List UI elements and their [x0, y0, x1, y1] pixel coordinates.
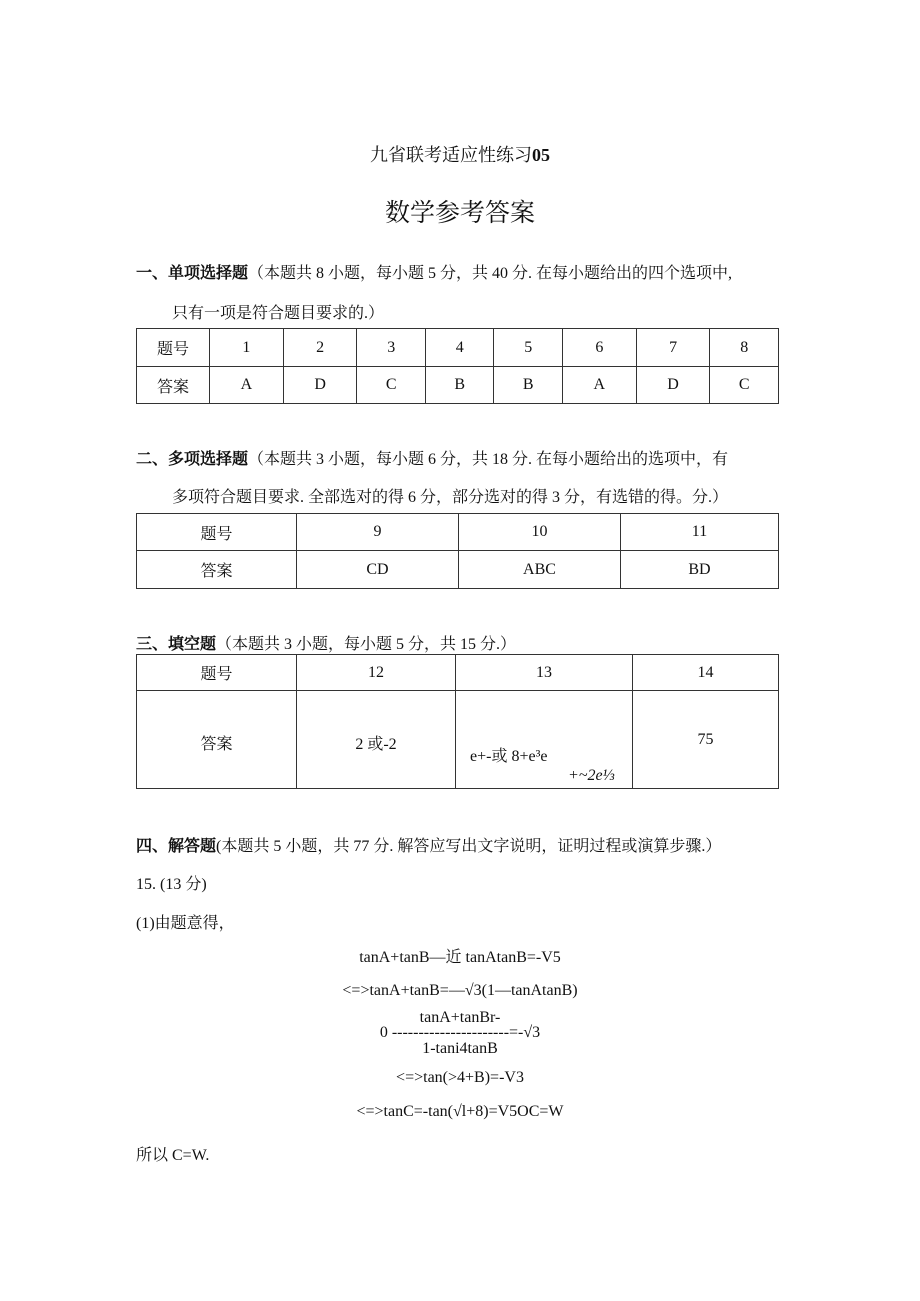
cell: D — [636, 367, 710, 404]
table-row — [137, 691, 779, 789]
cell: ABC — [459, 551, 621, 589]
cell: 3 — [357, 329, 426, 367]
cell: A — [562, 367, 636, 404]
equation-1: tanA+tanB—近 tanAtanB=-V5 — [359, 949, 561, 966]
cell: 4 — [425, 329, 494, 367]
cell: 2 或-2 — [297, 691, 456, 789]
header-cell: 答案 — [137, 367, 210, 404]
header-cell: 答案 — [137, 691, 297, 789]
cell: 13 — [456, 655, 633, 691]
table-row — [137, 655, 779, 691]
cell: B — [425, 367, 494, 404]
header-cell: 答案 — [137, 551, 297, 589]
table-row — [137, 514, 779, 551]
equation-5: <=>tanC=-tan(√l+8)=V5OC=W — [356, 1103, 564, 1120]
section1-desc: 只有一项是符合题目要求的.） — [172, 305, 385, 322]
answer13-line1: e+-或 8+e³e — [470, 748, 548, 765]
table-row — [137, 329, 779, 367]
cell: C — [357, 367, 426, 404]
conclusion: 所以 C=W. — [136, 1147, 210, 1164]
cell: CD — [297, 551, 459, 589]
cell: A — [210, 367, 284, 404]
section2-table — [136, 513, 779, 589]
section4-heading: 四、解答题(本题共 5 小题，共 77 分. 解答应写出文字说明，证明过程或演算步骤.） — [136, 838, 722, 855]
header-cell: 题号 — [137, 329, 210, 367]
section3-table — [136, 654, 779, 789]
doc-subtitle: 数学参考答案 — [384, 200, 535, 227]
cell: 10 — [459, 514, 621, 551]
cell — [456, 691, 633, 789]
question-15: 15. (13 分) — [136, 876, 207, 893]
answer13-line2: +~2e⅓ — [568, 767, 615, 784]
section2-desc: 多项符合题目要求. 全部选对的得 6 分，部分选对的得 3 分，有选错的得。分.） — [172, 489, 729, 506]
cell: 11 — [621, 514, 779, 551]
equation-3-fraction-line: 0 ----------------------=-√3 — [379, 1024, 541, 1041]
section2-heading: 二、多项选择题（本题共 3 小题，每小题 6 分，共 18 分. 在每小题给出的选项中，有 — [136, 451, 729, 468]
cell: BD — [621, 551, 779, 589]
section1-table — [136, 328, 779, 404]
cell: 9 — [297, 514, 459, 551]
doc-title: 九省联考适应性练习05 — [370, 145, 550, 165]
cell: 1 — [210, 329, 284, 367]
equation-3-numerator: tanA+tanBr- — [419, 1009, 501, 1026]
cell: 7 — [636, 329, 710, 367]
cell: 6 — [562, 329, 636, 367]
header-cell: 题号 — [137, 514, 297, 551]
header-cell: 题号 — [137, 655, 297, 691]
equation-3-denominator: 1-tani4tanB — [422, 1040, 498, 1057]
table-row — [137, 551, 779, 589]
cell: 14 — [633, 655, 779, 691]
equation-2: <=>tanA+tanB=—√3(1—tanAtanB) — [342, 982, 578, 999]
cell: 8 — [710, 329, 779, 367]
cell: 12 — [297, 655, 456, 691]
section1-heading: 一、单项选择题（本题共 8 小题，每小题 5 分，共 40 分. 在每小题给出的四个选项中, — [136, 265, 733, 282]
equation-4: <=>tan(>4+B)=-V3 — [396, 1069, 524, 1086]
cell: C — [710, 367, 779, 404]
table-row — [137, 367, 779, 404]
cell: 5 — [494, 329, 563, 367]
section3-heading: 三、填空题（本题共 3 小题，每小题 5 分，共 15 分.） — [136, 636, 517, 653]
cell: D — [283, 367, 357, 404]
cell: B — [494, 367, 563, 404]
cell: 75 — [633, 691, 779, 789]
cell: 2 — [283, 329, 357, 367]
part-1-label: (1)由题意得， — [136, 915, 235, 932]
